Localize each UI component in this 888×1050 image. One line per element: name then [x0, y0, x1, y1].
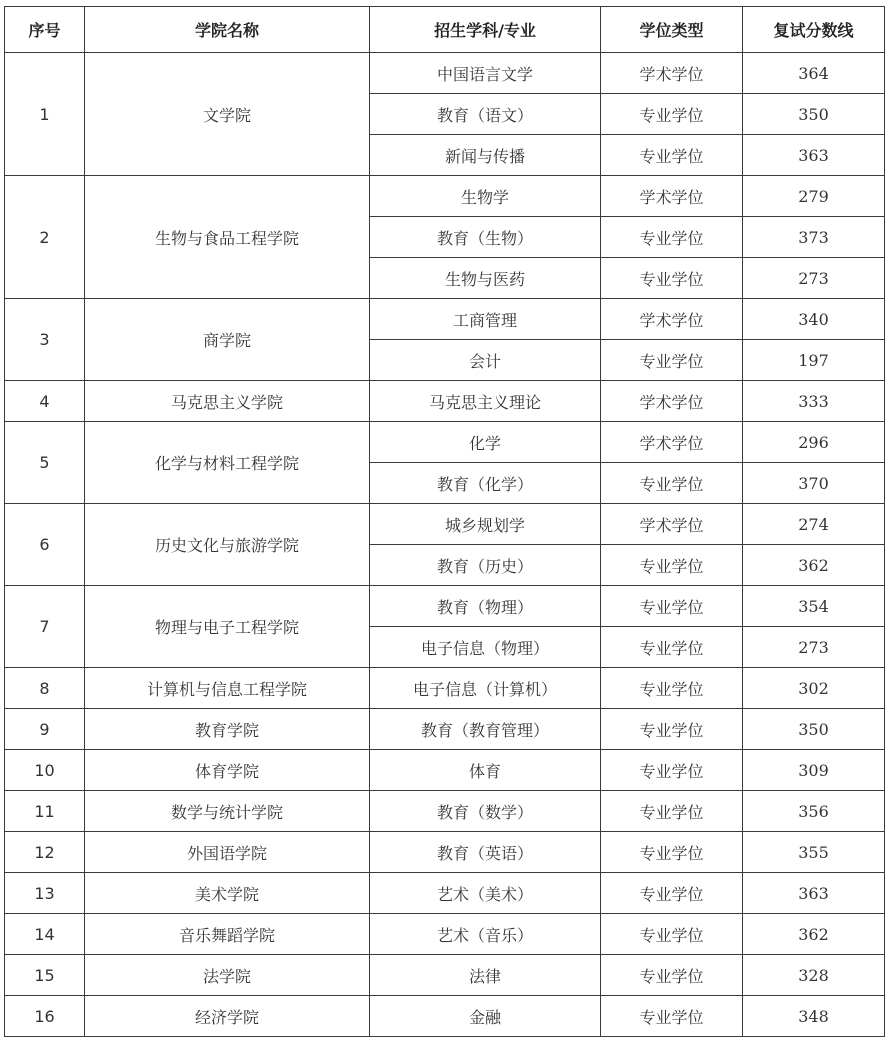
college-name: 商学院 [85, 299, 370, 381]
degree-type: 专业学位 [601, 709, 743, 750]
college-name: 数学与统计学院 [85, 791, 370, 832]
row-number: 12 [5, 832, 85, 873]
major-name: 新闻与传播 [370, 135, 601, 176]
row-number: 9 [5, 709, 85, 750]
degree-type: 专业学位 [601, 627, 743, 668]
table-row [5, 586, 885, 627]
college-name: 美术学院 [85, 873, 370, 914]
degree-type: 专业学位 [601, 545, 743, 586]
degree-type: 学术学位 [601, 381, 743, 422]
score-value: 363 [743, 873, 885, 914]
major-name: 艺术（美术） [370, 873, 601, 914]
score-value: 340 [743, 299, 885, 340]
major-name: 艺术（音乐） [370, 914, 601, 955]
score-value: 273 [743, 258, 885, 299]
major-name: 电子信息（物理） [370, 627, 601, 668]
table-body [5, 53, 885, 1037]
college-name: 生物与食品工程学院 [85, 176, 370, 299]
degree-type: 学术学位 [601, 422, 743, 463]
table-row [5, 873, 885, 914]
header-college: 学院名称 [85, 7, 370, 53]
college-name: 外国语学院 [85, 832, 370, 873]
row-number: 11 [5, 791, 85, 832]
college-name: 体育学院 [85, 750, 370, 791]
row-number: 15 [5, 955, 85, 996]
score-value: 309 [743, 750, 885, 791]
row-number: 5 [5, 422, 85, 504]
college-name: 历史文化与旅游学院 [85, 504, 370, 586]
row-number: 7 [5, 586, 85, 668]
degree-type: 学术学位 [601, 504, 743, 545]
degree-type: 专业学位 [601, 791, 743, 832]
degree-type: 专业学位 [601, 750, 743, 791]
row-number: 4 [5, 381, 85, 422]
row-number: 3 [5, 299, 85, 381]
row-number: 2 [5, 176, 85, 299]
degree-type: 学术学位 [601, 176, 743, 217]
table-row [5, 709, 885, 750]
major-name: 中国语言文学 [370, 53, 601, 94]
degree-type: 学术学位 [601, 299, 743, 340]
college-name: 物理与电子工程学院 [85, 586, 370, 668]
degree-type: 学术学位 [601, 53, 743, 94]
table-row [5, 53, 885, 94]
major-name: 教育（语文） [370, 94, 601, 135]
score-value: 363 [743, 135, 885, 176]
score-value: 348 [743, 996, 885, 1037]
table-row [5, 750, 885, 791]
degree-type: 专业学位 [601, 586, 743, 627]
header-score: 复试分数线 [743, 7, 885, 53]
score-table [4, 6, 885, 1037]
degree-type: 专业学位 [601, 94, 743, 135]
score-value: 296 [743, 422, 885, 463]
row-number: 16 [5, 996, 85, 1037]
major-name: 会计 [370, 340, 601, 381]
major-name: 金融 [370, 996, 601, 1037]
score-value: 350 [743, 709, 885, 750]
table-row [5, 381, 885, 422]
score-value: 354 [743, 586, 885, 627]
header-no: 序号 [5, 7, 85, 53]
score-value: 197 [743, 340, 885, 381]
table-row [5, 176, 885, 217]
major-name: 工商管理 [370, 299, 601, 340]
table-row [5, 504, 885, 545]
row-number: 8 [5, 668, 85, 709]
score-value: 273 [743, 627, 885, 668]
score-value: 362 [743, 914, 885, 955]
table-row [5, 955, 885, 996]
college-name: 马克思主义学院 [85, 381, 370, 422]
degree-type: 专业学位 [601, 955, 743, 996]
score-value: 279 [743, 176, 885, 217]
major-name: 法律 [370, 955, 601, 996]
row-number: 1 [5, 53, 85, 176]
table-row [5, 299, 885, 340]
header-major: 招生学科/专业 [370, 7, 601, 53]
row-number: 6 [5, 504, 85, 586]
score-value: 373 [743, 217, 885, 258]
table-row [5, 668, 885, 709]
header-degree-type: 学位类型 [601, 7, 743, 53]
score-value: 364 [743, 53, 885, 94]
header-row [5, 7, 885, 53]
degree-type: 专业学位 [601, 340, 743, 381]
major-name: 教育（生物） [370, 217, 601, 258]
college-name: 经济学院 [85, 996, 370, 1037]
row-number: 14 [5, 914, 85, 955]
major-name: 生物学 [370, 176, 601, 217]
table-row [5, 914, 885, 955]
major-name: 体育 [370, 750, 601, 791]
major-name: 教育（英语） [370, 832, 601, 873]
table-row [5, 832, 885, 873]
major-name: 教育（化学） [370, 463, 601, 504]
table-row [5, 791, 885, 832]
score-value: 370 [743, 463, 885, 504]
college-name: 文学院 [85, 53, 370, 176]
score-value: 362 [743, 545, 885, 586]
degree-type: 专业学位 [601, 873, 743, 914]
score-value: 274 [743, 504, 885, 545]
major-name: 城乡规划学 [370, 504, 601, 545]
score-value: 302 [743, 668, 885, 709]
score-value: 333 [743, 381, 885, 422]
score-value: 350 [743, 94, 885, 135]
college-name: 化学与材料工程学院 [85, 422, 370, 504]
degree-type: 专业学位 [601, 217, 743, 258]
degree-type: 专业学位 [601, 135, 743, 176]
score-value: 356 [743, 791, 885, 832]
college-name: 计算机与信息工程学院 [85, 668, 370, 709]
major-name: 化学 [370, 422, 601, 463]
degree-type: 专业学位 [601, 914, 743, 955]
degree-type: 专业学位 [601, 463, 743, 504]
score-value: 328 [743, 955, 885, 996]
college-name: 音乐舞蹈学院 [85, 914, 370, 955]
major-name: 教育（数学） [370, 791, 601, 832]
row-number: 13 [5, 873, 85, 914]
degree-type: 专业学位 [601, 832, 743, 873]
major-name: 教育（历史） [370, 545, 601, 586]
major-name: 教育（物理） [370, 586, 601, 627]
table-row [5, 422, 885, 463]
college-name: 法学院 [85, 955, 370, 996]
major-name: 电子信息（计算机） [370, 668, 601, 709]
degree-type: 专业学位 [601, 668, 743, 709]
college-name: 教育学院 [85, 709, 370, 750]
degree-type: 专业学位 [601, 258, 743, 299]
degree-type: 专业学位 [601, 996, 743, 1037]
major-name: 马克思主义理论 [370, 381, 601, 422]
row-number: 10 [5, 750, 85, 791]
table-row [5, 996, 885, 1037]
major-name: 生物与医药 [370, 258, 601, 299]
major-name: 教育（教育管理） [370, 709, 601, 750]
score-value: 355 [743, 832, 885, 873]
